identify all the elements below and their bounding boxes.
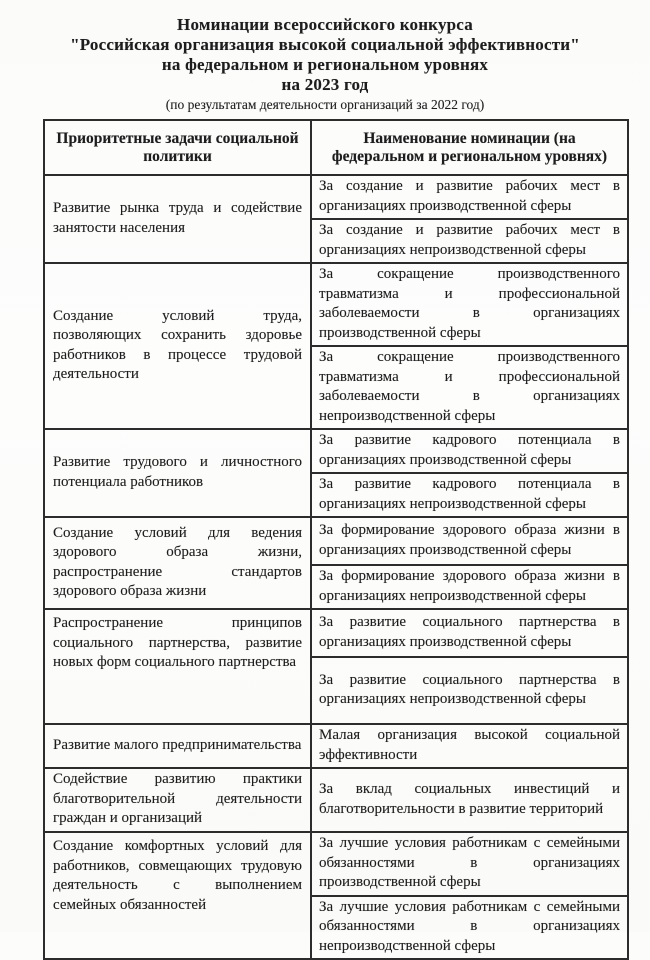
table-row [44,175,628,219]
nomination-cell: За развитие социального партнерства в организациях непроизводственной сферы [311,657,628,724]
nomination-cell: За создание и развитие рабочих мест в организациях производственной сферы [311,175,628,219]
task-cell: Развитие трудового и личностного потенциала работников [44,429,311,517]
document-title-line-4: на 2023 год [281,75,369,94]
task-cell: Распространение принципов социального партнерства, развитие новых форм социального партнерства [44,609,311,724]
table-row [44,832,628,896]
nomination-cell: За сокращение производственного травматизма и профессиональной заболеваемости в организациях производственной сферы [311,263,628,346]
nomination-cell: За развитие социального партнерства в организациях производственной сферы [311,609,628,657]
table-row [44,429,628,473]
nomination-cell: За лучшие условия работникам с семейными обязанностями в организациях непроизводственной сферы [311,896,628,960]
table-row [44,724,628,768]
table-row [44,609,628,657]
task-cell: Создание условий для ведения здорового образа жизни, распространение стандартов здорового образа жизни [44,517,311,609]
nomination-cell: За создание и развитие рабочих мест в организациях непроизводственной сферы [311,219,628,263]
nominations-table [43,119,629,960]
document-title-block [0,0,650,113]
table-row [44,263,628,346]
nomination-cell: За вклад социальных инвестиций и благотворительности в развитие территорий [311,768,628,832]
nominations-column-header: Наименование номинации (на федеральном и региональном уровнях) [311,120,628,175]
table-row [44,768,628,832]
nomination-cell: За развитие кадрового потенциала в организациях производственной сферы [311,429,628,473]
document-subtitle: (по результатам деятельности организаций за 2022 год) [165,97,485,112]
task-cell: Создание условий труда, позволяющих сохранить здоровье работников в процессе трудовой деятельности [44,263,311,429]
tasks-column-header: Приоритетные задачи социальной политики [44,120,311,175]
nomination-cell: Малая организация высокой социальной эффективности [311,724,628,768]
document-title-line-3: на федеральном и региональном уровнях [161,55,489,74]
task-cell: Развитие малого предпринимательства [44,724,311,768]
document-title-line-2: "Российская организация высокой социальной эффективности" [70,35,580,54]
nomination-cell: За развитие кадрового потенциала в организациях непроизводственной сферы [311,473,628,517]
document-title-line-1: Номинации всероссийского конкурса [177,15,473,34]
task-cell: Развитие рынка труда и содействие занятости населения [44,175,311,263]
nomination-cell: За формирование здорового образа жизни в организациях непроизводственной сферы [311,565,628,609]
nomination-cell: За формирование здорового образа жизни в организациях производственной сферы [311,517,628,565]
nomination-cell: За лучшие условия работникам с семейными обязанностями в организациях производственной сферы [311,832,628,896]
task-cell: Содействие развитию практики благотворительной деятельности граждан и организаций [44,768,311,832]
nomination-cell: За сокращение производственного травматизма и профессиональной заболеваемости в организациях непроизводственной сферы [311,346,628,429]
table-header-row [44,120,628,175]
task-cell: Создание комфортных условий для работников, совмещающих трудовую деятельность с выполнением семейных обязанностей [44,832,311,959]
table-row [44,517,628,565]
